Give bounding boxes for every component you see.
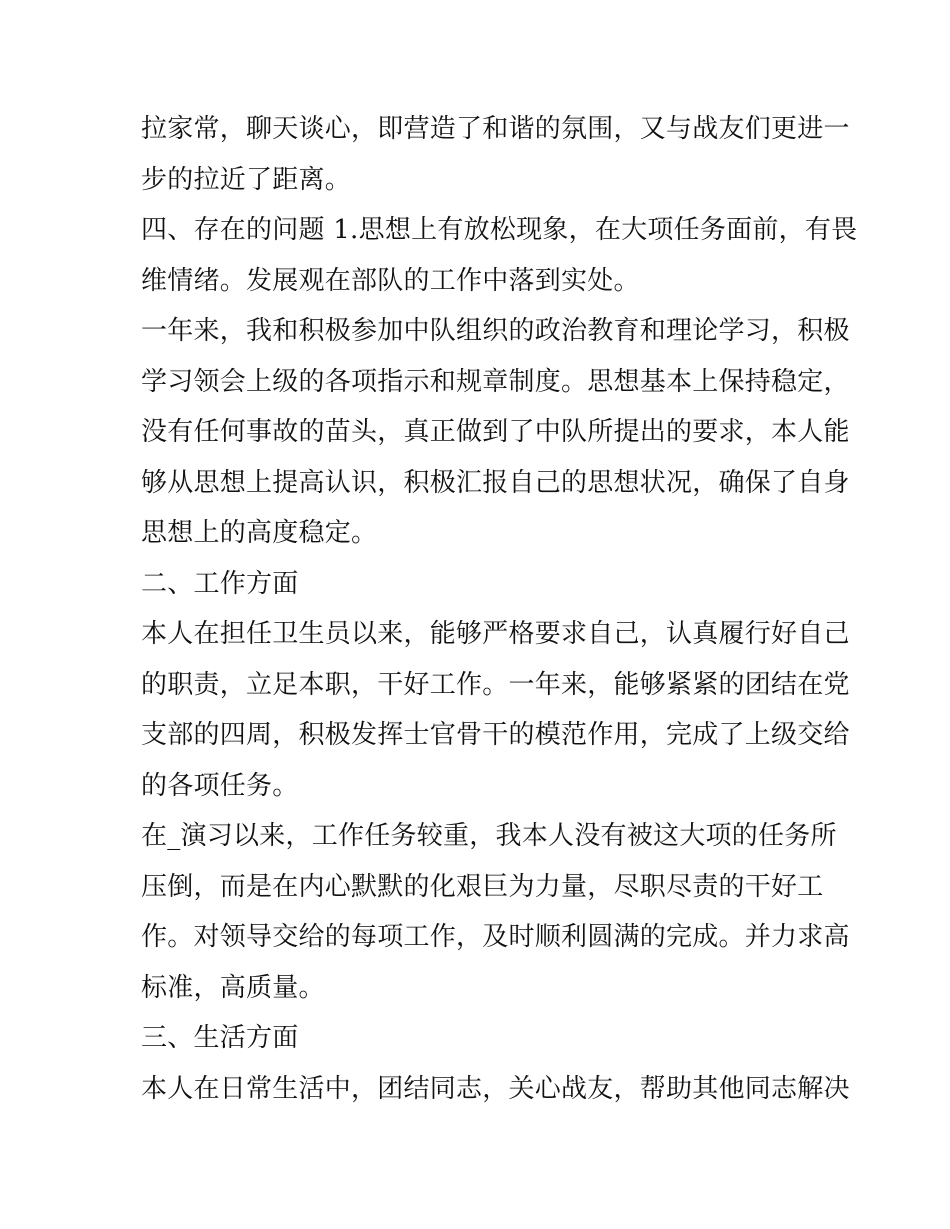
text-line: 作。对领导交给的每项工作，及时顺利圆满的完成。并力求高 xyxy=(141,922,850,952)
text-line: 支部的四周，积极发挥士官骨干的模范作用，完成了上级交给 xyxy=(141,720,850,750)
text-line: 拉家常，聊天谈心，即营造了和谐的氛围，又与战友们更进一 xyxy=(141,114,850,144)
text-line: 四、存在的问题 1.思想上有放松现象，在大项任务面前，有畏 xyxy=(141,215,858,245)
section-heading: 二、工作方面 xyxy=(141,568,299,599)
text-line: 维情绪。发展观在部队的工作中落到实处。 xyxy=(141,265,640,296)
text-line: 思想上的高度稳定。 xyxy=(141,518,378,548)
text-line: 本人在日常生活中，团结同志，关心战友，帮助其他同志解决 xyxy=(141,1073,850,1104)
text-line: 压倒，而是在内心默默的化艰巨为力量，尽职尽责的干好工 xyxy=(141,871,824,902)
text-line: 够从思想上提高认识，积极汇报自己的思想状况，确保了自身 xyxy=(141,467,850,498)
text-line: 一年来，我和积极参加中队组织的政治教育和理论学习，积极 xyxy=(141,316,850,346)
document-page xyxy=(141,104,858,1114)
section-heading: 三、生活方面 xyxy=(141,1023,299,1053)
text-line: 标准，高质量。 xyxy=(141,972,325,1003)
text-line: 没有任何事故的苗头，真正做到了中队所提出的要求，本人能 xyxy=(141,417,850,447)
text-line: 学习领会上级的各项指示和规章制度。思想基本上保持稳定， xyxy=(141,366,850,397)
text-line: 的各项任务。 xyxy=(141,770,299,801)
text-line: 步的拉近了距离。 xyxy=(141,164,352,195)
text-line: 的职责，立足本职，干好工作。一年来，能够紧紧的团结在党 xyxy=(141,669,850,700)
text-line: 在_演习以来，工作任务较重，我本人没有被这大项的任务所 xyxy=(141,821,837,851)
text-line: 本人在担任卫生员以来，能够严格要求自己，认真履行好自己 xyxy=(141,619,850,649)
